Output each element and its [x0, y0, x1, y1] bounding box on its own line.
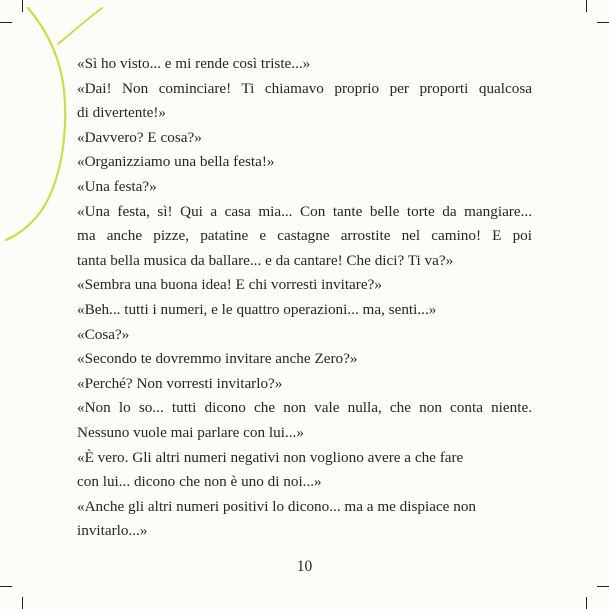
- text-line: «Non lo so... tutti dicono che non vale nulla, che non conta niente.: [77, 399, 532, 417]
- crop-mark-bottom-right-v: [586, 597, 587, 609]
- dialogue-text: [77, 52, 532, 544]
- crop-mark-top-right-h: [597, 22, 609, 23]
- crop-mark-bottom-left-h: [0, 586, 12, 587]
- text-line: «Una festa?»: [77, 177, 157, 195]
- text-line: Nessuno vuole mai parlare con lui...»: [77, 423, 304, 441]
- crop-mark-top-left-h: [0, 22, 12, 23]
- text-line: «Una festa, sì! Qui a casa mia... Con tante belle torte da mangiare...: [77, 202, 532, 220]
- text-line: tanta bella musica da ballare... e da cantare! Che dici? Ti va?»: [77, 251, 454, 269]
- text-line: «Secondo te dovremmo invitare anche Zero?»: [77, 350, 358, 368]
- crop-mark-bottom-left-v: [22, 597, 23, 609]
- text-line: «Organizziamo una bella festa!»: [77, 153, 275, 171]
- text-line: di divertente!»: [77, 104, 166, 122]
- text-line: «Anche gli altri numeri positivi lo dicono... ma a me dispiace non: [77, 497, 477, 515]
- text-line: «Dai! Non cominciare! Ti chiamavo proprio per proporti qualcosa: [77, 79, 532, 97]
- text-line: «Perché? Non vorresti invitarlo?»: [77, 374, 283, 392]
- text-line: «Sì ho visto... e mi rende così triste...»: [77, 55, 311, 72]
- text-line: ma anche pizze, patatine e castagne arrostite nel camino! E poi: [77, 227, 532, 245]
- page-number: 10: [296, 558, 313, 575]
- crop-mark-top-right-v: [586, 0, 587, 12]
- text-line: «Cosa?»: [77, 325, 130, 343]
- crop-mark-bottom-right-h: [597, 586, 609, 587]
- text-line: «È vero. Gli altri numeri negativi non vogliono avere a che fare: [77, 448, 464, 466]
- crop-mark-top-left-v: [22, 0, 23, 12]
- text-line: con lui... dicono che non è uno di noi...»: [77, 473, 322, 491]
- text-line: «Beh... tutti i numeri, e le quattro operazioni... ma, senti...»: [77, 300, 437, 318]
- text-line: «Davvero? E cosa?»: [77, 128, 202, 146]
- text-line: invitarlo...»: [77, 522, 148, 540]
- text-line: «Sembra una buona idea! E chi vorresti invitare?»: [77, 276, 382, 294]
